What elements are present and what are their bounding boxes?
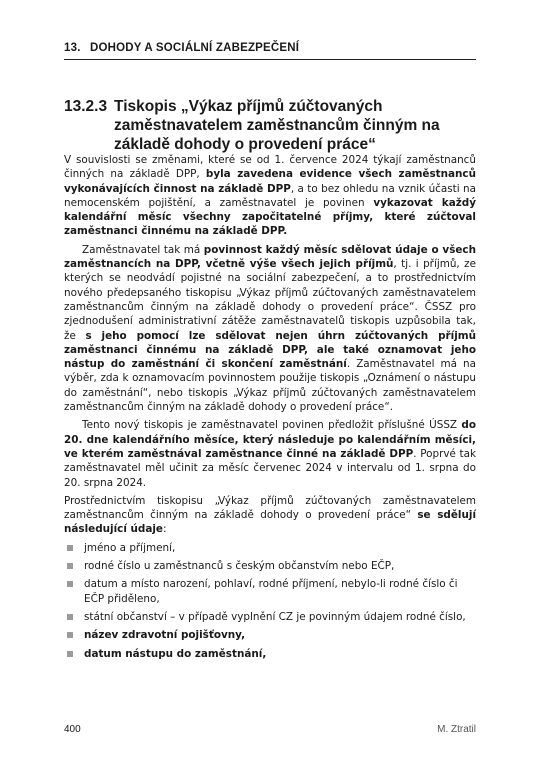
- list-item-text: název zdravotní pojišťovny,: [84, 629, 246, 642]
- paragraph-4: [64, 494, 476, 537]
- list-item-text: jméno a příjmení,: [84, 541, 176, 554]
- list-item: [64, 628, 476, 642]
- list-item: [64, 541, 476, 555]
- chapter-number: 13.: [64, 42, 81, 54]
- list-item: [64, 577, 476, 606]
- bold-run: vykazovat každý kalendářní měsíc všechny započitatelné příjmy, které zúčtoval zaměstnanci činnému na základě DPP.: [64, 196, 476, 238]
- text-run: V souvislosti se změnami, které se od 1. července 2024 týkají zaměstnanců činných na základě DPP,: [64, 154, 476, 181]
- square-bullet-icon: [67, 651, 73, 657]
- list-item-text: datum nástupu do zaměstnání,: [84, 647, 267, 660]
- text-run: Tento nový tiskopis je zaměstnavatel povinen předložit příslušné ÚSSZ: [82, 419, 462, 432]
- bold-run: do 20. dne kalendářního měsíce, který následuje po kalendářním měsíci, ve kterém zaměstnával zaměstnance činné na základě DPP: [64, 419, 476, 460]
- text-run: , a to bez ohledu na vznik účasti na nemocenském pojištění, a zaměstnavatel je povinen: [64, 182, 476, 209]
- list-item: [64, 610, 476, 624]
- list-item: [64, 559, 476, 573]
- bold-run: s jeho pomocí lze sdělovat nejen úhrn zúčtovaných příjmů zaměstnanci činnému na základě DPP, ale také oznamovat jeho nástup do zaměstnání či skončení zaměstnání: [64, 329, 476, 371]
- paragraph-3: [64, 418, 476, 489]
- square-bullet-icon: [67, 581, 73, 587]
- text-run: Prostřednictvím tiskopisu „Výkaz příjmů zúčtovaných zaměstnavatelem zaměstnancům činným na základě dohody o provedení práce“: [64, 494, 476, 522]
- square-bullet-icon: [67, 614, 73, 620]
- text-run: :: [162, 523, 167, 536]
- data-items-list: [64, 541, 476, 661]
- list-item-text: datum a místo narození, pohlaví, rodné příjmení, nebylo-li rodné číslo či EČP přiděleno,: [84, 578, 458, 605]
- running-header: [64, 42, 476, 60]
- section-title: Tiskopis „Výkaz příjmů zúčtovaných zaměstnavatelem zaměstnancům činným na základě dohody o provedení práce“: [114, 98, 440, 153]
- author-name: M. Ztratil: [437, 724, 476, 735]
- section-number: 13.2.3: [64, 98, 108, 115]
- list-item: [64, 647, 476, 661]
- square-bullet-icon: [67, 632, 73, 638]
- bold-run: povinnost každý měsíc sdělovat údaje o všech zaměstnancích na DPP, včetně výše všech jejich příjmů: [64, 243, 476, 271]
- list-item-text: státní občanství – v případě vyplnění CZ je povinným údajem rodné číslo,: [84, 610, 466, 623]
- chapter-title: DOHODY A SOCIÁLNÍ ZABEZPEČENÍ: [90, 42, 300, 54]
- paragraph-1: [64, 153, 476, 239]
- page-footer: [64, 724, 476, 735]
- square-bullet-icon: [67, 545, 73, 551]
- paragraph-2: [64, 243, 476, 415]
- section-heading: [64, 97, 476, 154]
- bold-run: byla zavedena evidence všech zaměstnanců vykonávajících činnost na základě DPP: [64, 168, 476, 195]
- list-item-text: rodné číslo u zaměstnanců s českým občanstvím nebo EČP,: [84, 560, 395, 573]
- body-text: [64, 153, 476, 665]
- text-run: . Poprvé tak zaměstnavatel měl učinit za měsíc červenec 2024 v intervalu od 1. srpna do 20. srpna 2024.: [64, 447, 477, 489]
- page-number: 400: [64, 724, 81, 735]
- text-run: Zaměstnavatel tak má: [82, 243, 204, 256]
- square-bullet-icon: [67, 563, 73, 569]
- text-run: . Zaměstnavatel má na výběr, zda k oznamovacím povinnostem použije tiskopis „Oznámení o nástupu do zaměstnání“, nebo tiskopis „Výkaz příjmů zúčtovaných zaměstnavatelem zaměstnancům činným na základě dohody o provedení práce“.: [64, 358, 477, 414]
- bold-run: se sdělují následující údaje: [64, 509, 477, 536]
- text-run: , tj. i příjmů, ze kterých se neodvádí pojistné na sociální zabezpečení, a to prostřednictvím nového předepsaného tiskopisu „Výkaz příjmů zúčtovaných zaměstnavatelem zaměstnancům činným na základě dohody o provedení práce“. ČSSZ pro zjednodušení administrativní zátěže zaměstnavatelů tiskopis uzpůsobila tak, že: [64, 258, 476, 342]
